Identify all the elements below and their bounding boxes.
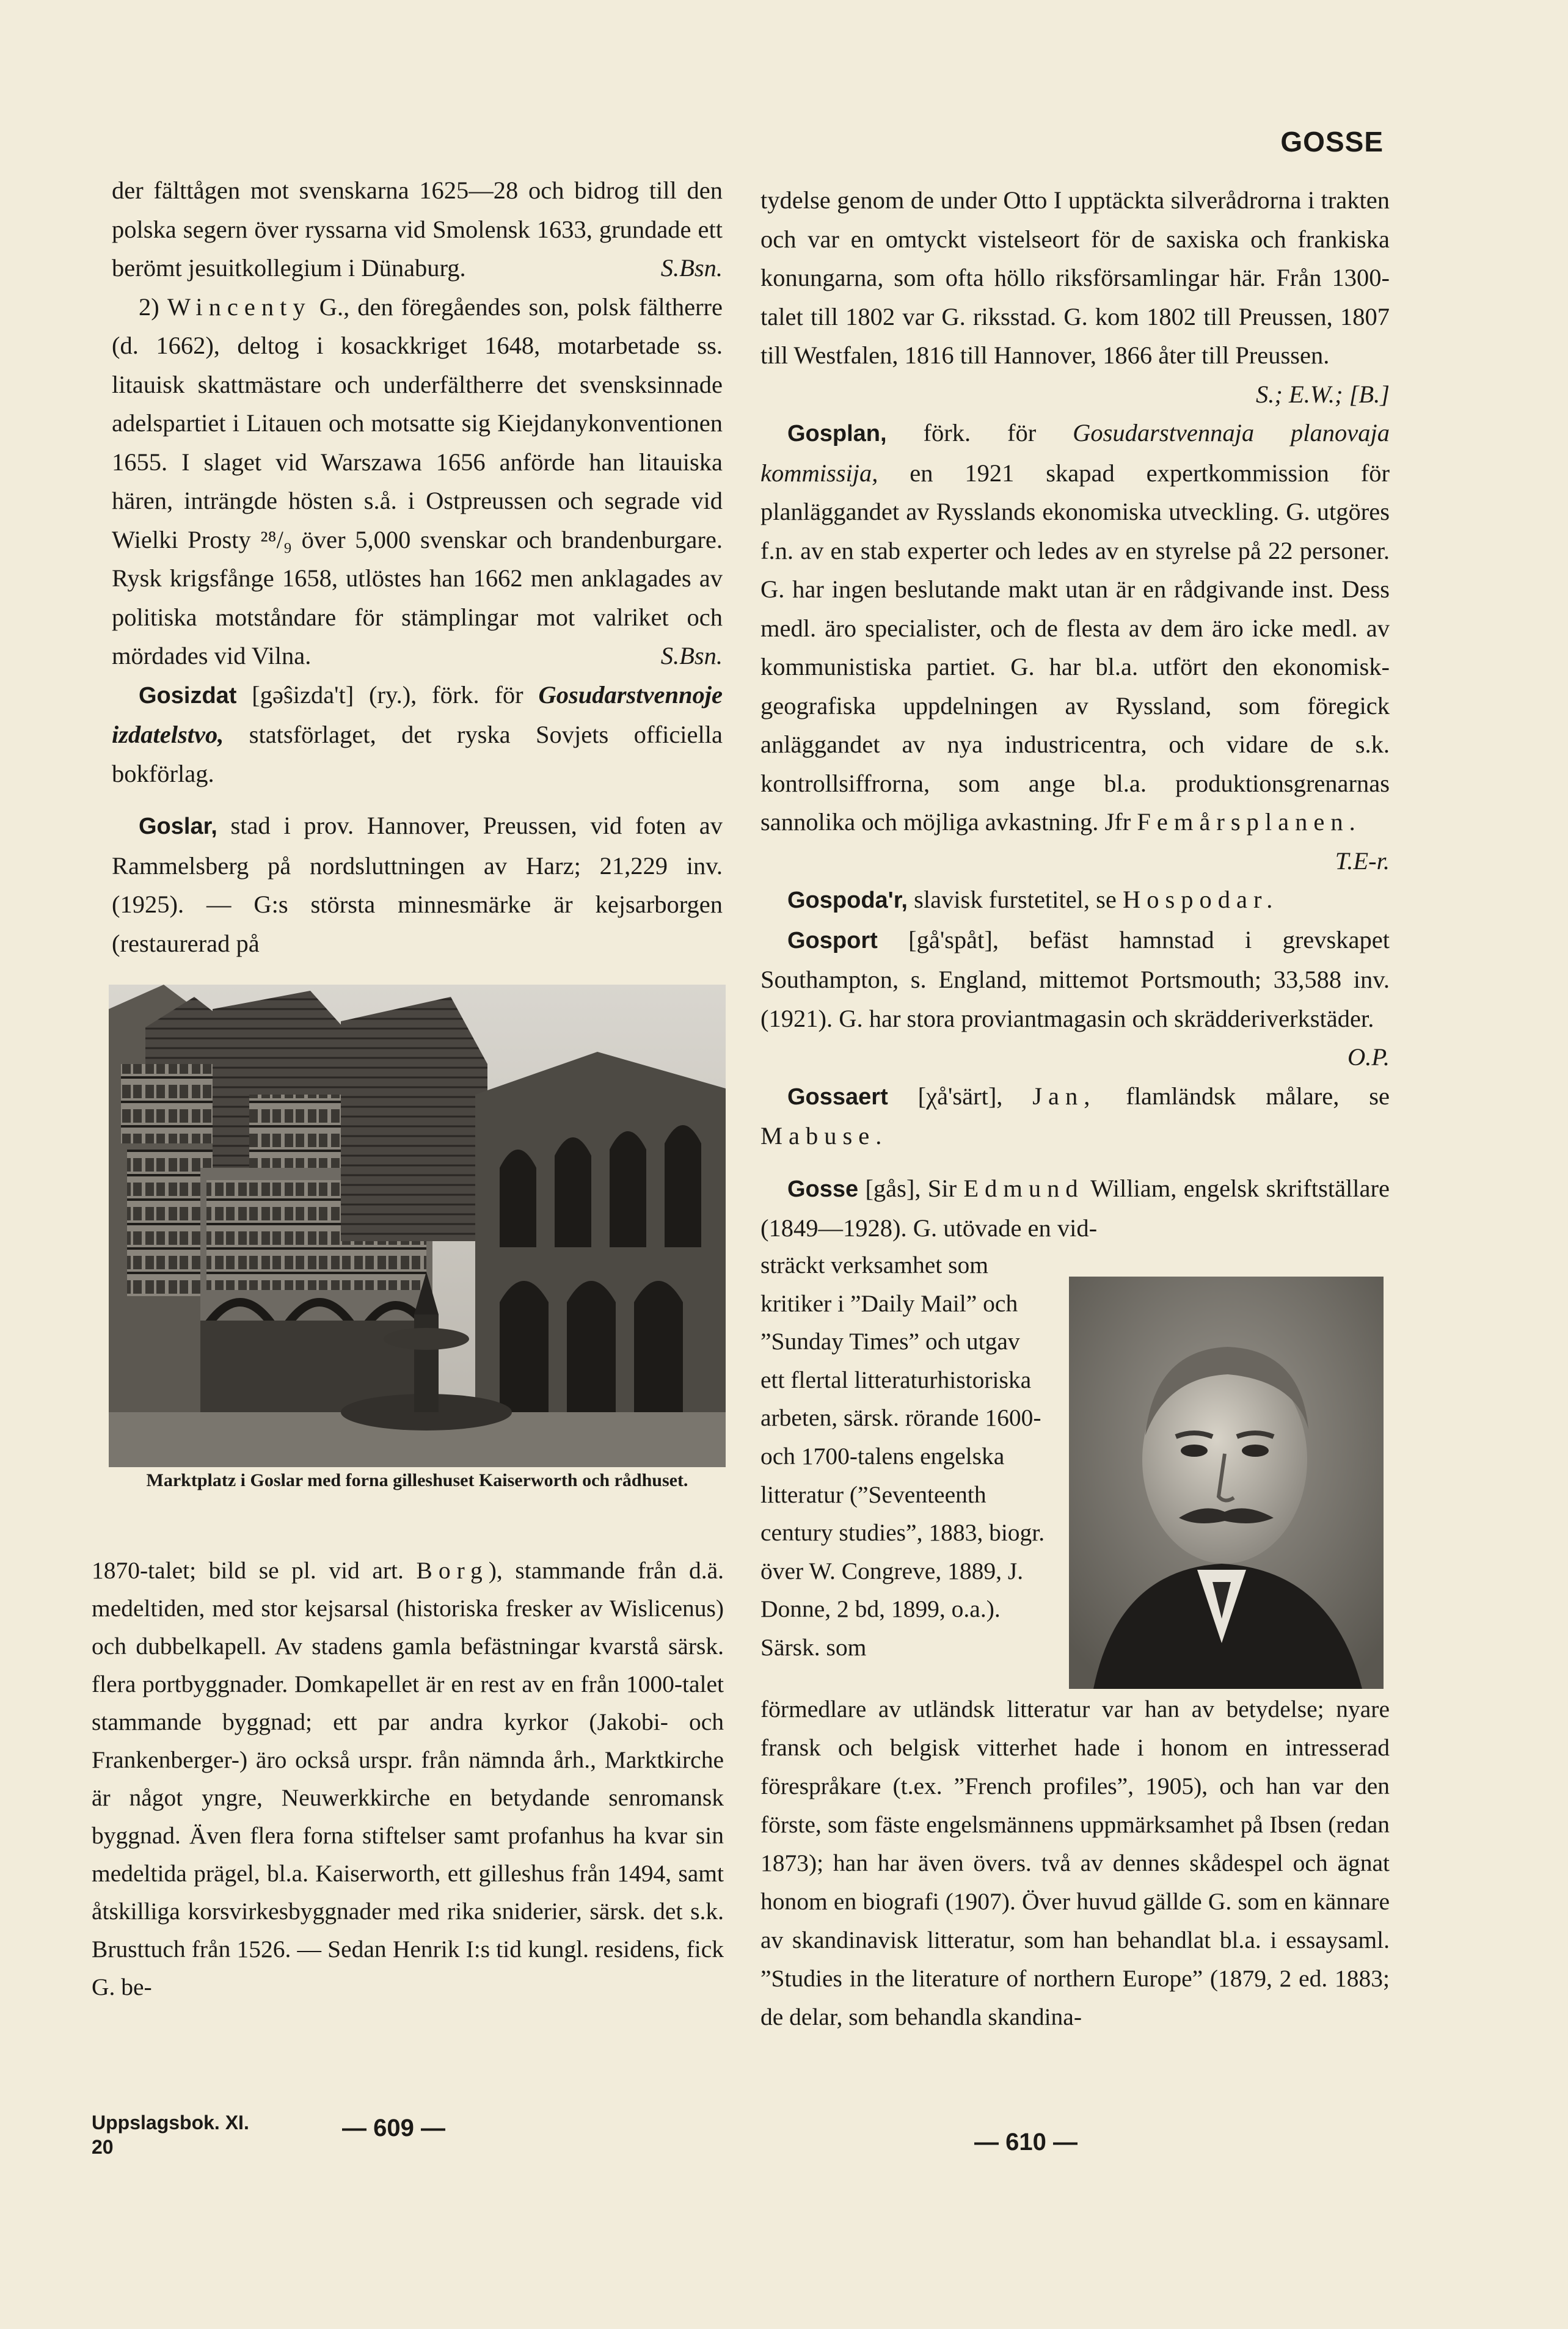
signature: S.Bsn. (660, 642, 723, 669)
headword: Gospoda'r, (787, 887, 908, 913)
left-column-lower (92, 1551, 724, 2006)
headword: Gossaert (787, 1084, 888, 1110)
right-column-lower (760, 1690, 1390, 2036)
running-head: GOSSE (1280, 126, 1384, 158)
entry-goslar: Goslar, stad i prov. Hannover, Preussen, vid foten av Rammelsberg på nordsluttningen av Harz; 21,229 inv. (1925). — G:s största minnesmärke är kejsarborgen (restaurerad på (112, 812, 723, 957)
entry-wincenty: 2) Wincenty G., den föregåendes son, polsk fältherre (d. 1662), deltog i kosackkriget 1648, motarbetade ss. litauisk skattmästare och underfältherre det svensksinnade adelspartiet i Litauen och motsatte sig Kiejdanykonventionen 1655. I slaget vid Warszawa 1656 anförde han litauiska hären, inträngde hösten s.å. i Ostpreussen och segrade vid Wielki Prosty ²⁸/₉ över 5,000 svenskar och brandenburgare. Rysk krigsfånge 1658, utlöstes han 1662 men anklagades av politiska motståndare för stämplingar mot valriket och mördades vid Vilna. S.Bsn. (112, 288, 723, 676)
entry-gosse: Gosse [gås], Sir Edmund William, engelsk skriftställare (1849—1928). G. utövade en vid- (760, 1174, 1390, 1242)
signature: O.P. (1347, 1043, 1390, 1071)
entry-gosplan: Gosplan, förk. för Gosudarstvennaja planovaja kommissija, en 1921 skapad expertkommission för planläggandet av Rysslands ekonomiska utveckling. G. utgöres f.n. av en stab experter och ledes av en styrelse på 22 personer. G. har ingen beslutande makt utan är en rådgivande inst. Dess medl. äro specialister, och de flesta av dem äro icke medl. av kommunistiska partiet. G. har bl.a. utfört den ekonomisk-geografiska uppdelningen av Ryssland, som föregick anläggandet av nya industricentra, och vidare de s.k. kontrollsiffrorna, som ange bl.a. produktionsgrenarnas sannolika och möjliga avkastning. Jfr Femårsplanen. T.E-r. (760, 414, 1390, 842)
left-column-upper (112, 171, 723, 963)
entry-gospodar: Gospoda'r, slavisk furstetitel, se Hospodar. (787, 886, 1279, 913)
signature: S.; E.W.; [B.] (1256, 380, 1390, 408)
page-number-left: — 609 — (342, 2115, 445, 2141)
sheet-number: 20 (92, 2136, 114, 2158)
headword: Gosse (787, 1176, 859, 1202)
edmund-gosse-portrait (1069, 1277, 1384, 1689)
page-number-right: — 610 — (974, 2129, 1078, 2156)
entry-gosizdat: Gosizdat [gəŝizda't] (ry.), förk. för Gosudarstvennoje izdatelstvo, statsförlaget, det ryska Sovjets officiella bokförlag. (112, 680, 723, 787)
entry-gosport: Gosport [gå'spåt], befäst hamnstad i grevskapet Southampton, s. England, mittemot Portsmouth; 33,588 inv. (1921). G. har stora proviantmagasin och skrädderiverkstäder. O.P. (760, 920, 1390, 1038)
headword: Gosport (787, 927, 878, 953)
person-name: Wincenty (167, 293, 312, 321)
entry-goslar-continued: 1870-talet; bild se pl. vid art. Borg), stammande från d.ä. medeltiden, med stor kejsarsal (historiska fresker av Wislicenus) och dubbelkapell. Av stadens gamla befästningar kvarstå särsk. flera portbyggnader. Domkapellet är en rest av en från 1000-talet stammande byggnad; ett par andra kyrkor (Jakobi- och Frankenberger-) äro också urspr. från nämnda årh., Marktkirche är något yngre, Neuwerkkirche en betydande senromansk byggnad. Även flera forna stiftelser samt profanhus ha kvar sin medeltida prägel, bl.a. Kaiserworth, ett gilleshus från 1494, samt åtskilliga korsvirkesbyggnader med rika sniderier, särsk. det s.k. Brusttuch från 1526. — Sedan Henrik I:s tid kungl. residens, fick G. be- (92, 1557, 724, 2000)
footer-book-info (92, 2110, 249, 2159)
photo-caption: Marktplatz i Goslar med forna gilleshuset Kaiserworth och rådhuset. (146, 1470, 688, 1490)
goslar-marketplace-photo (109, 985, 726, 1467)
headword: Gosizdat (139, 682, 237, 709)
entry-gosse-continued: förmedlare av utländsk litteratur var han av betydelse; nyare fransk och belgisk vitterhet hade i honom en intresserad förespråkare (t.ex. ”French profiles”, 1905), och han var den förste, som fäste engelsmännens uppmärksamhet på Ibsen (redan 1873); han har även övers. två av dennes skådespel och ägnat honom en biografi (1907). Över huvud gällde G. som en kännare av skandinavisk litteratur, som han behandlat bl.a. i essaysaml. ”Studies in the literature of northern Europe” (1879, 2 ed. 1883; de delar, som behandla skandina- (760, 1696, 1390, 2030)
headword: Goslar, (139, 814, 217, 839)
entry-goslar-end: tydelse genom de under Otto I upptäckta silverådrorna i trakten och var en omtyckt vistelseort för de saxiska och frankiska konungarna, som ofta höllo riksförsamlingar här. Från 1300-talet till 1802 var G. riksstad. G. kom 1802 till Preussen, 1807 till Westfalen, 1816 till Hannover, 1866 åter till Preussen. S.; E.W.; [B.] (760, 181, 1390, 375)
book-volume: Uppslagsbok. XI. (92, 2112, 249, 2134)
entry-gossaert: Gossaert [χå'särt], Jan, flamländsk målare, se Mabuse. (760, 1082, 1390, 1150)
headword: Gosplan, (787, 421, 887, 446)
signature: T.E-r. (1335, 847, 1390, 875)
gosse-narrow-text: sträckt verksamhet som kritiker i ”Daily Mail” och ”Sunday Times” och utgav ett flertal litteraturhistoriska arbeten, särsk. rörande 1600- och 1700-talens engelska litteratur (”Seventeenth century studies”, 1883, biogr. över W. Congreve, 1889, J. Donne, 2 bd, 1899, o.a.). Särsk. som (760, 1252, 1045, 1661)
right-column-upper (760, 181, 1390, 1248)
entry-continuation: der fälttågen mot svenskarna 1625—28 och bidrog till den polska segern över ryssarna vid Smolensk 1633, grundade ett berömt jesuitkollegium i Dünaburg. S.Bsn. (112, 171, 723, 288)
signature: S.Bsn. (660, 254, 723, 282)
